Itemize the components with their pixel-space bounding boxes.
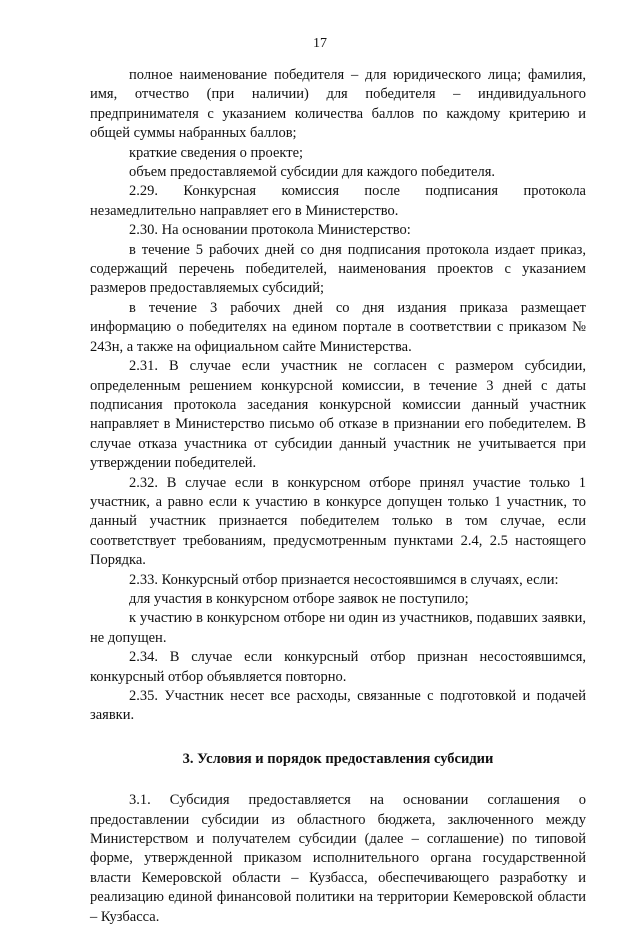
paragraph: краткие сведения о проекте; <box>129 144 304 161</box>
page-number: 17 <box>313 36 327 51</box>
paragraph: 3.1. Субсидия предоставляется на основании соглашения о предоставлении субсидии из областного бюджета, заключенного между Министерством и получателем субсидии (далее – соглашение) по типовой форме, утвержденной приказом исполнительного органа государственной власти Кемеровской области – Кузбасса, обеспечивающего разработку и реализацию единой финансовой политики на территории Кемеровской области – Кузбасса. <box>90 792 586 925</box>
paragraph: 2.33. Конкурсный отбор признается несостоявшимся в случаях, если: <box>129 571 559 588</box>
section-heading: 3. Условия и порядок предоставления субсидии <box>182 750 494 767</box>
paragraph: 2.30. На основании протокола Министерство: <box>129 222 411 239</box>
paragraph: 2.34. В случае если конкурсный отбор признан несостоявшимся, конкурсный отбор объявляется повторно. <box>90 649 586 685</box>
paragraph: 2.32. В случае если в конкурсном отборе принял участие только 1 участник, а равно если к участию в конкурсе допущен только 1 участник, то данный участник признается победителем только в том случае, если соответствует требованиям, предусмотренным пунктами 2.4, 2.5 настоящего Порядка. <box>90 474 586 569</box>
paragraph: 2.35. Участник несет все расходы, связанные с подготовкой и подачей заявки. <box>90 688 586 724</box>
paragraph: 2.29. Конкурсная комиссия после подписания протокола незамедлительно направляет его в Министерство. <box>90 183 586 219</box>
paragraph: полное наименование победителя – для юридического лица; фамилия, имя, отчество (при наличии) для победителя – индивидуального предпринимателя с указанием количества баллов по каждому критерию и общей суммы набранных баллов; <box>90 67 586 142</box>
paragraph: к участию в конкурсном отборе ни один из участников, подавших заявки, не допущен. <box>90 610 586 646</box>
paragraph: 2.31. В случае если участник не согласен с размером субсидии, определенным решением конкурсной комиссии, в течение 3 дней с даты подписания протокола заседания конкурсной комиссии данный участник направляет в Министерство письмо об отказе в признании его победителем. В случае отказа участника от субсидии данный участник не учитывается при утверждении победителей. <box>90 358 586 472</box>
paragraph: объем предоставляемой субсидии для каждого победителя. <box>129 164 495 181</box>
paragraph: для участия в конкурсном отборе заявок не поступило; <box>129 590 469 607</box>
paragraph: в течение 3 рабочих дней со дня издания приказа размещает информацию о победителях на едином портале в соответствии с приказом № 243н, а также на официальном сайте Министерства. <box>90 299 586 355</box>
body-text <box>90 66 586 927</box>
paragraph: в течение 5 рабочих дней со дня подписания протокола издает приказ, содержащий перечень победителей, наименования проектов с указанием размеров предоставляемых субсидий; <box>90 241 586 297</box>
